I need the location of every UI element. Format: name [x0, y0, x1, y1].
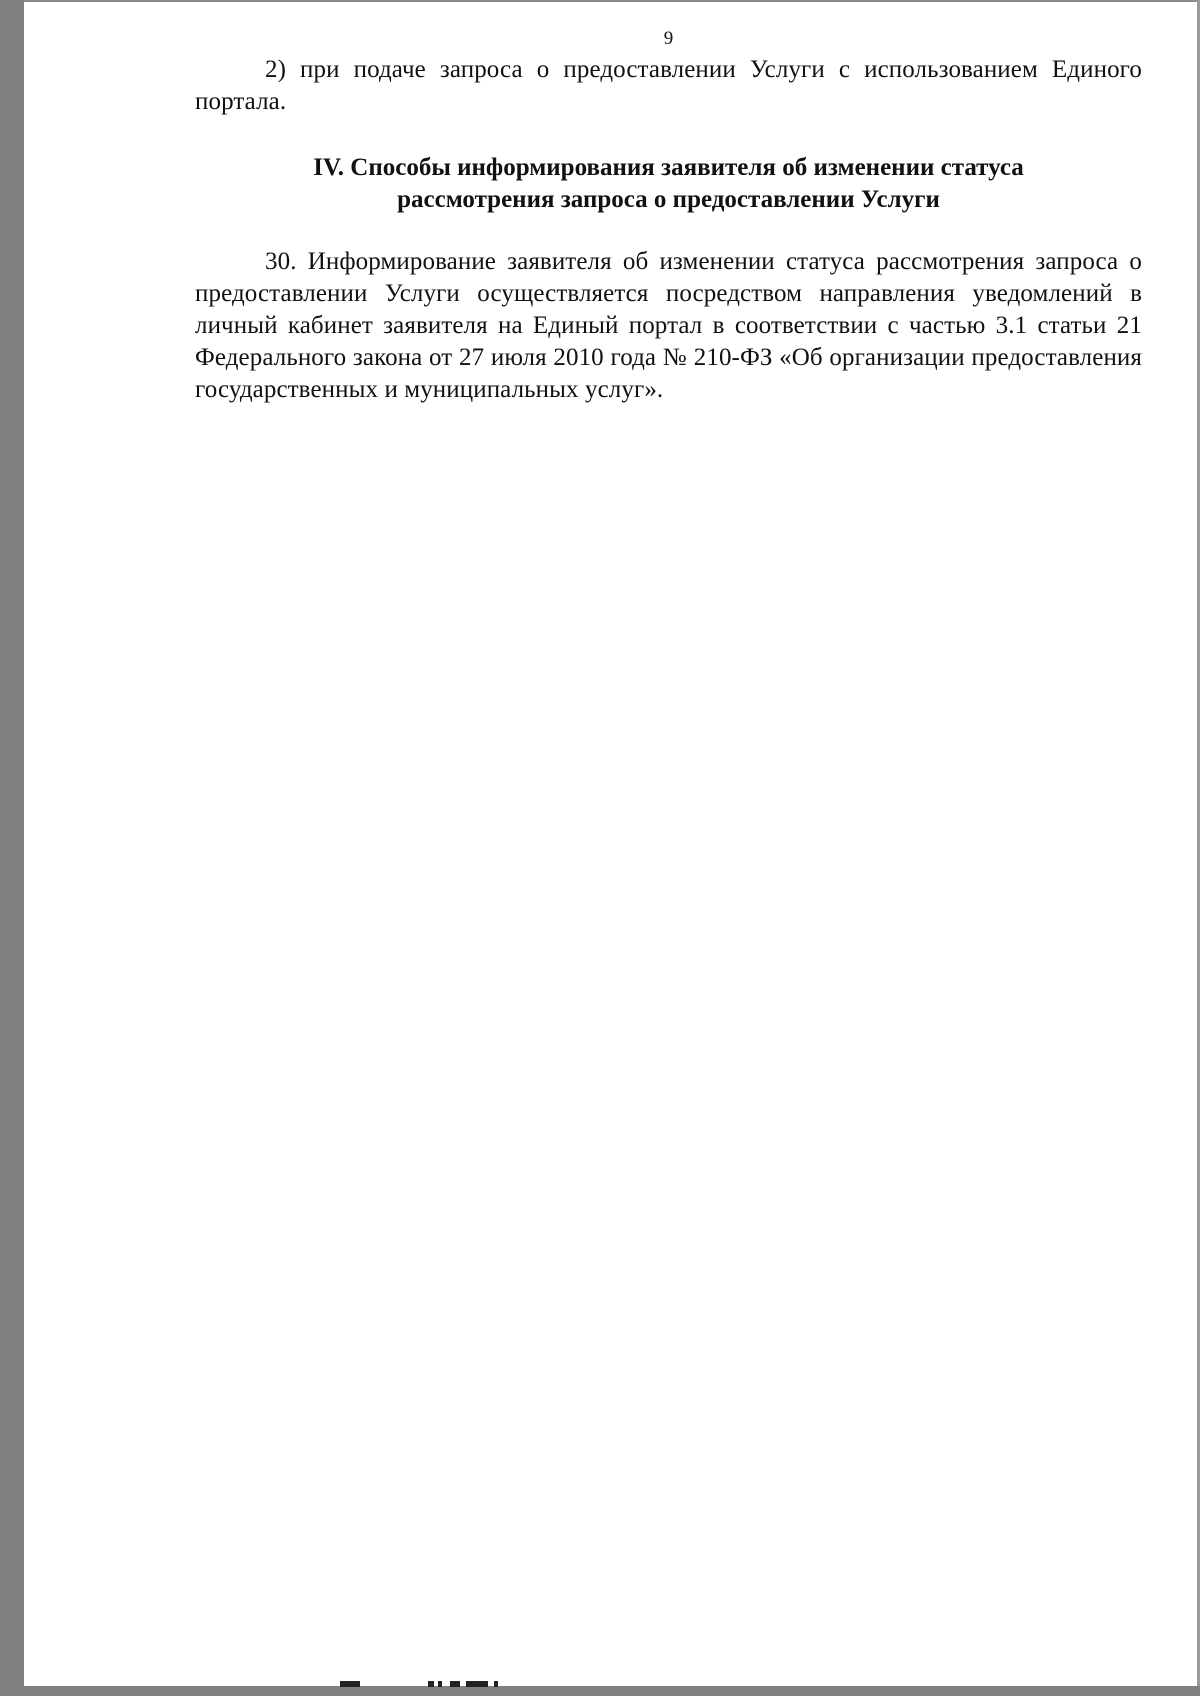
scan-border-top — [24, 0, 1200, 2]
section-heading-line1: IV. Способы информирования заявителя об изменении статуса — [313, 154, 1024, 181]
paragraph-30 — [195, 246, 1142, 406]
document-page — [195, 28, 1142, 406]
page-number: 9 — [663, 28, 674, 49]
section-heading-line2: рассмотрения запроса о предоставлении Услуги — [397, 186, 940, 213]
scan-border-left — [0, 0, 24, 1696]
list-item-2-text: 2) при подаче запроса о предоставлении Услуги с использованием Единого портала. — [195, 56, 1142, 115]
list-item-2 — [195, 54, 1142, 118]
section-heading — [195, 152, 1142, 216]
scan-border-bottom — [24, 1686, 1200, 1696]
paragraph-30-text: 30. Информирование заявителя об изменении статуса рассмотрения запроса о предоставлении Услуги осуществляется посредством направления уведомлений в личный кабинет заявителя на Единый портал в соответствии с частью 3.1 статьи 21 Федерального закона от 27 июля 2010 года № 210-ФЗ «Об организации предоставления государственных и муниципальных услуг». — [195, 248, 1142, 403]
